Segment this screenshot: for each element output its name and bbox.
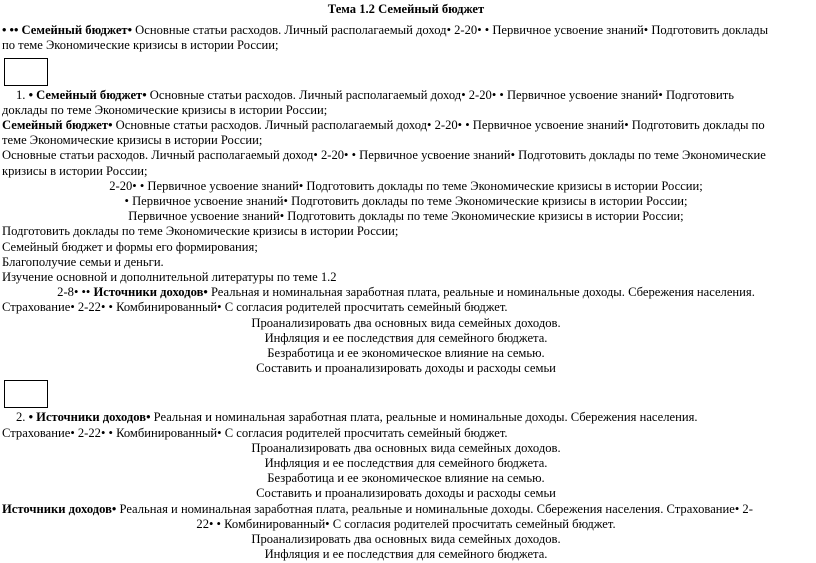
- text-run: 2-8• ••: [57, 285, 94, 300]
- empty-image-box: [4, 380, 48, 408]
- text-run: Основные статьи расходов. Личный располагаемый доход• 2-20• • Первичное усвоение знаний• Подготовить: [146, 87, 734, 102]
- paragraph-line: Первичное усвоение знаний• Подготовить доклады по теме Экономические кризисы в истории России;: [128, 209, 684, 224]
- paragraph-line: Благополучие семьи и деньги.: [2, 254, 164, 269]
- bold-run: • Семейный бюджет•: [25, 87, 147, 102]
- paragraph-line: Семейный бюджет и формы его формирования;: [2, 239, 258, 254]
- paragraph-line: 2-20• • Первичное усвоение знаний• Подготовить доклады по теме Экономические кризисы в истории России;: [109, 178, 703, 193]
- document-page: [2, 2, 810, 563]
- empty-image-box: [4, 58, 48, 86]
- text-run: Реальная и номинальная заработная плата, реальные и номинальные доходы. Сбережения населения.: [150, 410, 698, 425]
- paragraph-line: Проанализировать два основных вида семейных доходов.: [251, 315, 561, 330]
- paragraph-line: Основные статьи расходов. Личный располагаемый доход• 2-20• • Первичное усвоение знаний• Подготовить доклады по теме Экономические: [2, 148, 766, 163]
- bold-run: • Источники доходов•: [25, 410, 151, 425]
- paragraph-line: 22• • Комбинированный• С согласия родителей просчитать семейный бюджет.: [196, 516, 616, 531]
- paragraph-line: Страхование• 2-22• • Комбинированный• С согласия родителей просчитать семейный бюджет.: [2, 300, 508, 315]
- bold-run: Источники доходов•: [93, 285, 208, 300]
- text-run: Основные статьи расходов. Личный располагаемый доход• 2-20• • Первичное усвоение знаний• Подготовить доклады по: [112, 118, 765, 133]
- paragraph-line: Составить и проанализировать доходы и расходы семьи: [256, 486, 556, 501]
- paragraph-line: Проанализировать два основных вида семейных доходов.: [251, 532, 561, 547]
- bold-run: Семейный бюджет•: [2, 118, 113, 133]
- paragraph-line: Безработица и ее экономическое влияние на семью.: [267, 346, 545, 361]
- paragraph-line: по теме Экономические кризисы в истории России;: [2, 38, 279, 53]
- list-number: 2.: [16, 410, 26, 425]
- text-run: Реальная и номинальная заработная плата, реальные и номинальные доходы. Сбережения населения. Страхование• 2-: [116, 501, 753, 516]
- text-run: Основные статьи расходов. Личный располагаемый доход• 2-20• • Первичное усвоение знаний• Подготовить доклады: [132, 23, 769, 38]
- text-run: Реальная и номинальная заработная плата, реальные и номинальные доходы. Сбережения населения.: [207, 285, 755, 300]
- list-item-2: [2, 410, 810, 425]
- paragraph-line: доклады по теме Экономические кризисы в истории России;: [2, 102, 328, 117]
- paragraph-line: Инфляция и ее последствия для семейного бюджета.: [264, 547, 548, 562]
- paragraph-line: теме Экономические кризисы в истории России;: [2, 133, 263, 148]
- paragraph-line: кризисы в истории России;: [2, 163, 148, 178]
- paragraph-line: Изучение основной и дополнительной литературы по теме 1.2: [2, 270, 337, 285]
- paragraph-line: Составить и проанализировать доходы и расходы семьи: [256, 361, 556, 376]
- paragraph-line: [2, 502, 810, 517]
- page-title: Тема 1.2 Семейный бюджет: [327, 2, 485, 16]
- paragraph-line: Инфляция и ее последствия для семейного бюджета.: [264, 456, 548, 471]
- paragraph-line: [2, 23, 810, 38]
- bold-run: • •• Семейный бюджет•: [2, 23, 133, 38]
- paragraph-line: Инфляция и ее последствия для семейного бюджета.: [264, 330, 548, 345]
- paragraph-line: • Первичное усвоение знаний• Подготовить доклады по теме Экономические кризисы в истории России;: [124, 194, 688, 209]
- paragraph-line: Проанализировать два основных вида семейных доходов.: [251, 440, 561, 455]
- paragraph-line: Страхование• 2-22• • Комбинированный• С согласия родителей просчитать семейный бюджет.: [2, 425, 508, 440]
- paragraph-line: [2, 118, 810, 133]
- list-number: 1.: [16, 87, 26, 102]
- list-item-1: [2, 88, 810, 103]
- paragraph-line: [2, 285, 810, 300]
- bold-run: Источники доходов•: [2, 501, 117, 516]
- paragraph-line: Безработица и ее экономическое влияние на семью.: [267, 471, 545, 486]
- paragraph-line: Подготовить доклады по теме Экономические кризисы в истории России;: [2, 224, 399, 239]
